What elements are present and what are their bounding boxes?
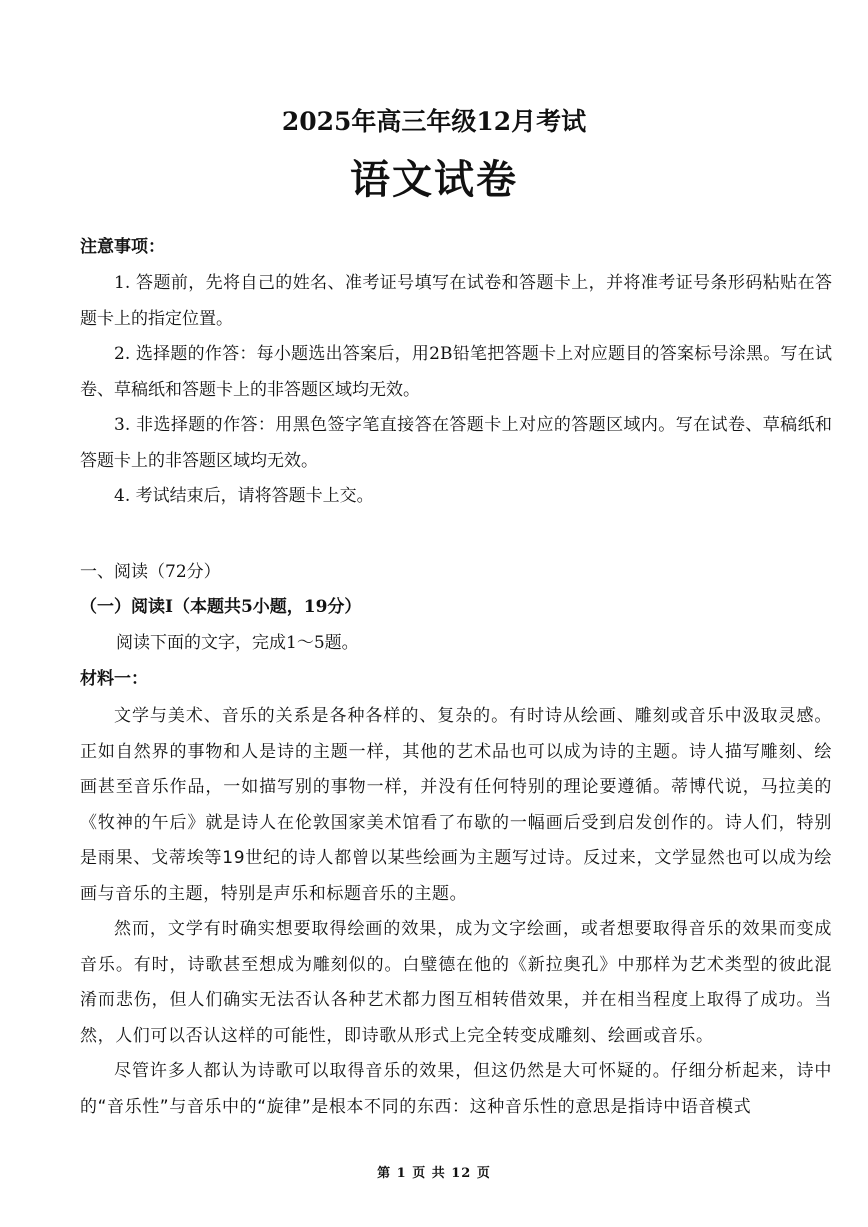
page-number: 第 1 页 共 12 页 xyxy=(377,1166,491,1181)
material-heading: 材料一： xyxy=(80,669,148,689)
material-paragraph: 然而，文学有时确实想要取得绘画的效果，成为文字绘画，或者想要取得音乐的效果而变成音乐。有时，诗歌甚至想成为雕刻似的。白璧德在他的《新拉奥孔》中那样为艺术类型的彼此混淆而悲伤，但人们确实无法否认各种艺术都力图互相转借效果，并在相当程度上取得了成功。当然，人们可以否认这样的可能性，即诗歌从形式上完全转变成雕刻、绘画或音乐。 xyxy=(80,919,832,1046)
subject-title: 语文试卷 xyxy=(350,156,518,203)
material-paragraph: 尽管许多人都认为诗歌可以取得音乐的效果，但这仍然是大可怀疑的。仔细分析起来，诗中的“音乐性”与音乐中的“旋律”是根本不同的东西：这种音乐性的意思是指诗中语音模式 xyxy=(80,1061,832,1117)
notes-item: 3. 非选择题的作答：用黑色签字笔直接答在答题卡上对应的答题区域内。写在试卷、草稿纸和答题卡上的非答题区域均无效。 xyxy=(80,415,832,471)
notes-item: 4. 考试结束后，请将答题卡上交。 xyxy=(114,486,374,506)
exam-title: 2025年高三年级12月考试 xyxy=(281,107,587,136)
material-paragraph: 文学与美术、音乐的关系是各种各样的、复杂的。有时诗从绘画、雕刻或音乐中汲取灵感。正如自然界的事物和人是诗的主题一样，其他的艺术品也可以成为诗的主题。诗人描写雕刻、绘画甚至音乐作品，一如描写别的事物一样，并没有任何特别的理论要遵循。蒂博代说，马拉美的《牧神的午后》就是诗人在伦敦国家美术馆看了布歇的一幅画后受到启发创作的。诗人们，特别是雨果、戈蒂埃等19世纪的诗人都曾以某些绘画为主题写过诗。反过来，文学显然也可以成为绘画与音乐的主题，特别是声乐和标题音乐的主题。 xyxy=(80,706,832,904)
section-heading: 一、阅读（72分） xyxy=(80,562,221,582)
reading-instruction: 阅读下面的文字，完成1～5题。 xyxy=(116,633,359,653)
notes-heading: 注意事项： xyxy=(80,237,165,257)
notes-item: 2. 选择题的作答：每小题选出答案后，用2B铅笔把答题卡上对应题目的答案标号涂黑。写在试卷、草稿纸和答题卡上的非答题区域均无效。 xyxy=(80,344,832,400)
notes-list xyxy=(80,266,832,515)
sub-section-heading: （一）阅读I（本题共5小题，19分） xyxy=(80,597,362,617)
material-body xyxy=(80,699,832,1125)
notes-item: 1. 答题前，先将自己的姓名、准考证号填写在试卷和答题卡上，并将准考证号条形码粘贴在答题卡上的指定位置。 xyxy=(80,273,832,329)
